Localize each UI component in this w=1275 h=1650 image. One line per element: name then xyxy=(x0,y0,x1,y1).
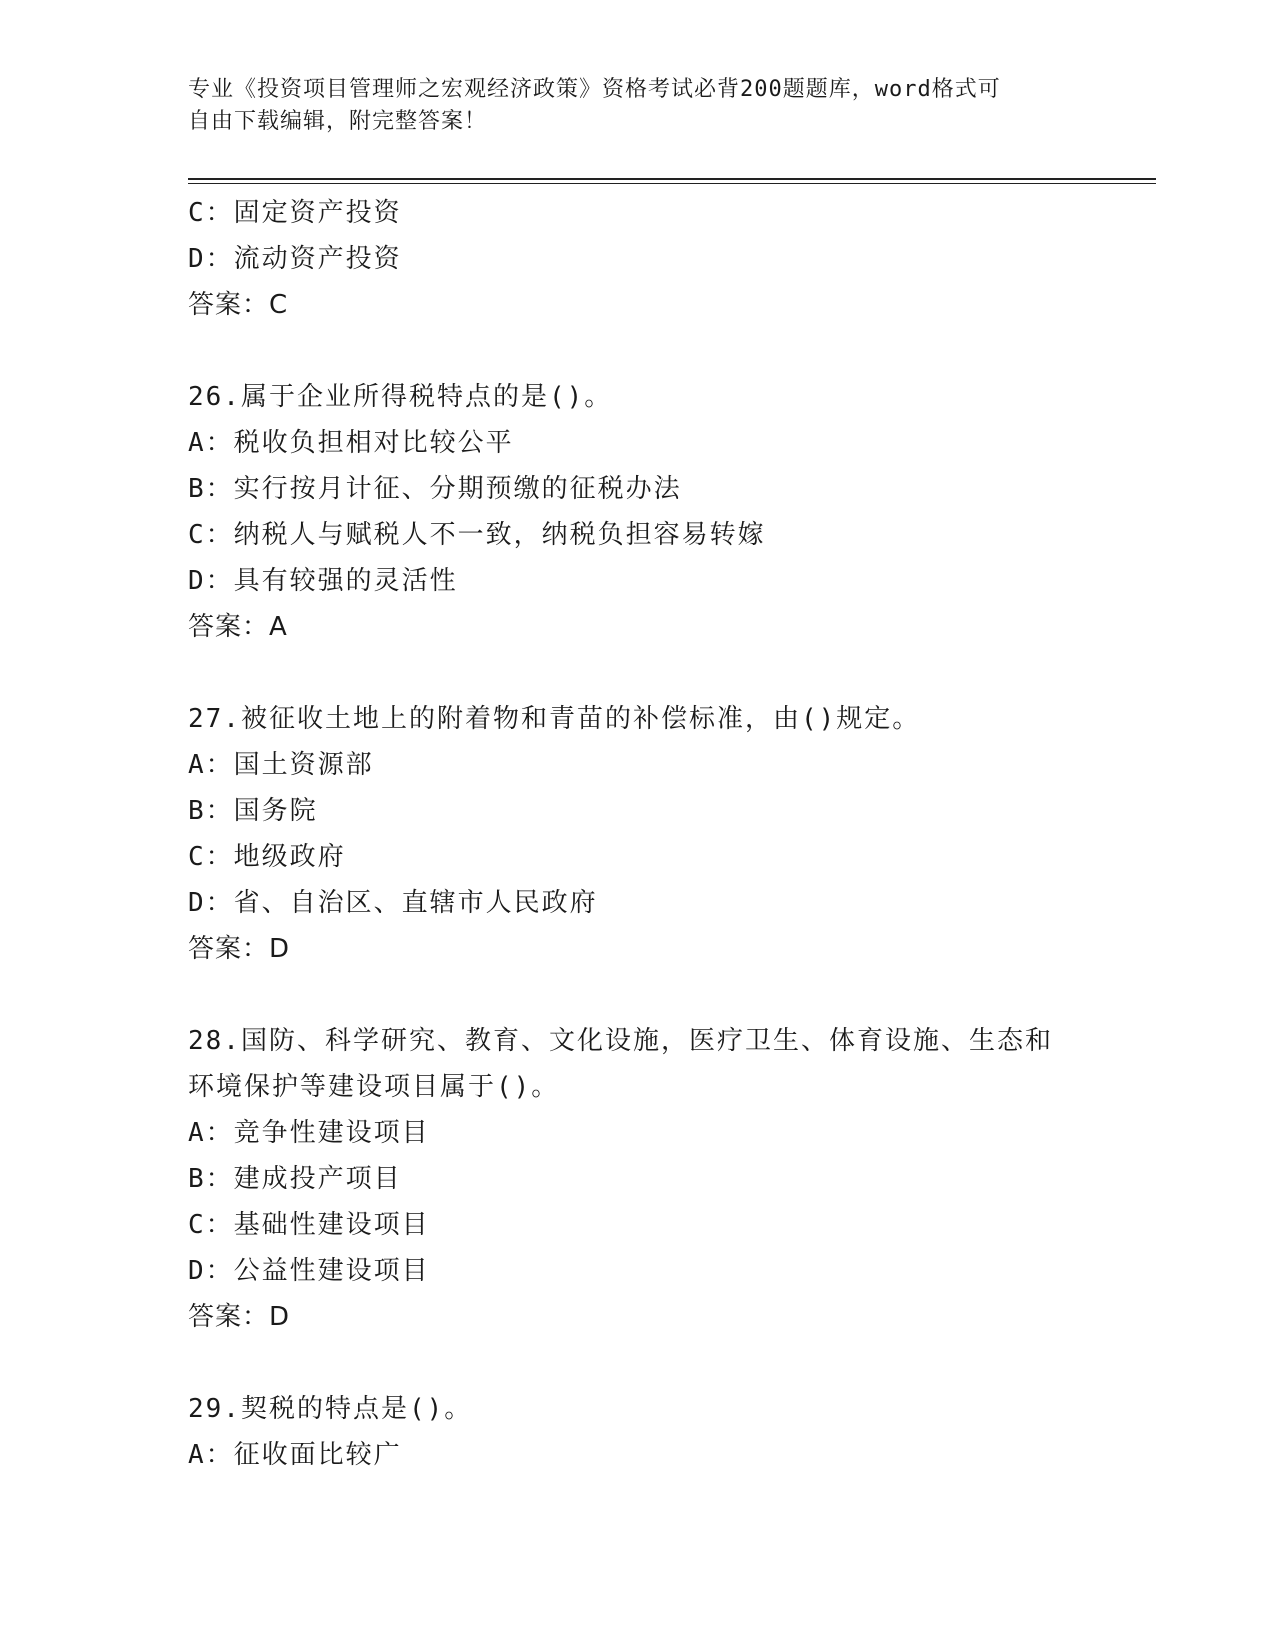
option-d: D：具有较强的灵活性 xyxy=(188,566,458,596)
header-divider-thick xyxy=(188,178,1156,180)
option-a: A：竞争性建设项目 xyxy=(188,1118,430,1148)
question-block-28 xyxy=(188,1018,1088,1340)
question-stem-line-2: 环境保护等建设项目属于()。 xyxy=(188,1072,560,1102)
option-a: A：征收面比较广 xyxy=(188,1440,402,1470)
question-stem-line-1: 28.国防、科学研究、教育、文化设施，医疗卫生、体育设施、生态和 xyxy=(188,1026,1053,1056)
option-b: B：实行按月计征、分期预缴的征税办法 xyxy=(188,474,682,504)
option-b: B：国务院 xyxy=(188,796,318,826)
option-a: A：税收负担相对比较公平 xyxy=(188,428,514,458)
option-a: A：国土资源部 xyxy=(188,750,374,780)
option-c: C：地级政府 xyxy=(188,842,346,872)
option-c: C：纳税人与赋税人不一致，纳税负担容易转嫁 xyxy=(188,520,766,550)
header-line-1: 专业《投资项目管理师之宏观经济政策》资格考试必背200题题库，word格式可 xyxy=(188,77,1001,102)
spacer xyxy=(188,328,1088,374)
option-d: D：流动资产投资 xyxy=(188,244,402,274)
question-stem: 26.属于企业所得税特点的是()。 xyxy=(188,382,613,412)
option-d: D：省、自治区、直辖市人民政府 xyxy=(188,888,598,918)
option-c: C：固定资产投资 xyxy=(188,198,402,228)
answer-line: 答案：D xyxy=(188,934,291,964)
option-d: D：公益性建设项目 xyxy=(188,1256,430,1286)
document-header xyxy=(188,74,1088,138)
option-b: B：建成投产项目 xyxy=(188,1164,402,1194)
question-block-25-tail xyxy=(188,190,1088,328)
spacer xyxy=(188,650,1088,696)
header-divider-thin xyxy=(188,183,1156,184)
question-stem: 27.被征收土地上的附着物和青苗的补偿标准，由()规定。 xyxy=(188,704,921,734)
question-block-29 xyxy=(188,1386,1088,1478)
header-line-2: 自由下载编辑，附完整答案！ xyxy=(188,109,488,134)
answer-line: 答案：A xyxy=(188,612,288,642)
question-list xyxy=(188,190,1088,1478)
answer-line: 答案：D xyxy=(188,1302,291,1332)
option-c: C：基础性建设项目 xyxy=(188,1210,430,1240)
spacer xyxy=(188,1340,1088,1386)
spacer xyxy=(188,972,1088,1018)
answer-line: 答案：C xyxy=(188,290,289,320)
question-block-27 xyxy=(188,696,1088,972)
question-stem: 29.契税的特点是()。 xyxy=(188,1394,473,1424)
question-block-26 xyxy=(188,374,1088,650)
